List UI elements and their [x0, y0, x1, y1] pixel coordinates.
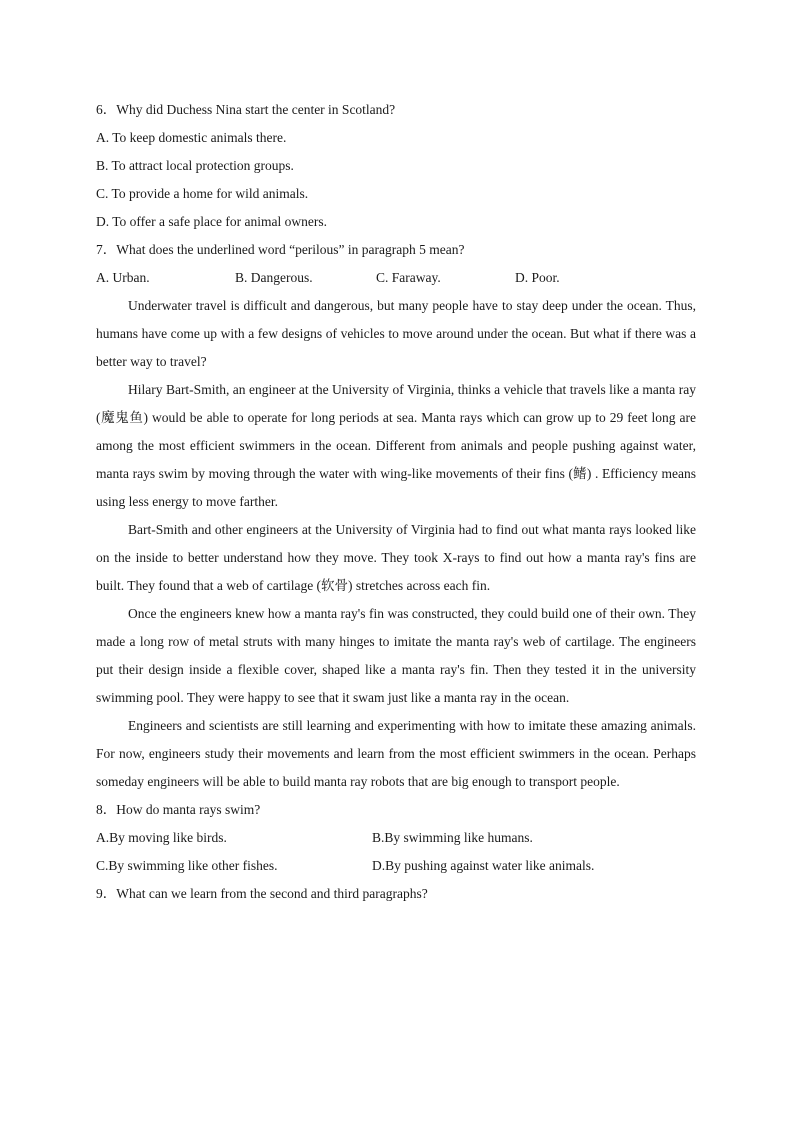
q7-option-b: B. Dangerous.: [235, 270, 313, 285]
q8-options-row-1: [96, 824, 696, 852]
q8-option-c: C.By swimming like other fishes.: [96, 858, 278, 873]
passage-paragraph-3: Bart-Smith and other engineers at the University of Virginia had to find out what manta rays looked like on the inside to better understand how they move. They took X-rays to find out how a manta ray's fins are built. They found that a web of cartilage (软骨) stretches across each fin.: [96, 522, 696, 593]
question-6: 6．Why did Duchess Nina start the center in Scotland?: [96, 102, 396, 117]
q7-option-c: C. Faraway.: [376, 270, 441, 285]
passage-paragraph-2: Hilary Bart-Smith, an engineer at the University of Virginia, thinks a vehicle that travels like a manta ray (魔鬼鱼) would be able to operate for long periods at sea. Manta rays which can grow up to 29 feet long are among the most efficient swimmers in the ocean. Different from animals and people pushing against water, manta rays swim by moving through the water with wing-like movements of their fins (鳍) . Efficiency means using less energy to move farther.: [96, 382, 696, 509]
passage-paragraph-4: Once the engineers knew how a manta ray's fin was constructed, they could build one of their own. They made a long row of metal struts with many hinges to imitate the manta ray's web of cartilage. The engineers put their design inside a flexible cover, shaped like a manta ray's fin. Then they tested it in the university swimming pool. They were happy to see that it swam just like a manta ray in the ocean.: [96, 606, 696, 705]
q8-option-a: A.By moving like birds.: [96, 830, 227, 845]
q8-option-b: B.By swimming like humans.: [372, 830, 533, 845]
q6-option-a: A. To keep domestic animals there.: [96, 130, 287, 145]
q7-option-d: D. Poor.: [515, 270, 560, 285]
q6-option-c: C. To provide a home for wild animals.: [96, 186, 309, 201]
q8-options-row-2: [96, 852, 696, 880]
question-8: 8．How do manta rays swim?: [96, 802, 261, 817]
q7-options: [96, 264, 696, 292]
q6-option-d: D. To offer a safe place for animal owners.: [96, 214, 327, 229]
document-page: [96, 96, 696, 908]
passage-paragraph-1: Underwater travel is difficult and dangerous, but many people have to stay deep under the ocean. Thus, humans have come up with a few designs of vehicles to move around under the ocean. But what if there was a better way to travel?: [96, 298, 696, 369]
q6-option-b: B. To attract local protection groups.: [96, 158, 294, 173]
question-9: 9．What can we learn from the second and third paragraphs?: [96, 886, 428, 901]
question-7: 7．What does the underlined word “perilous” in paragraph 5 mean?: [96, 242, 465, 257]
q7-option-a: A. Urban.: [96, 270, 150, 285]
q8-option-d: D.By pushing against water like animals.: [372, 858, 595, 873]
passage-paragraph-5: Engineers and scientists are still learning and experimenting with how to imitate these amazing animals. For now, engineers study their movements and learn from the most efficient swimmers in the ocean. Perhaps someday engineers will be able to build manta ray robots that are big enough to transport people.: [96, 718, 696, 789]
